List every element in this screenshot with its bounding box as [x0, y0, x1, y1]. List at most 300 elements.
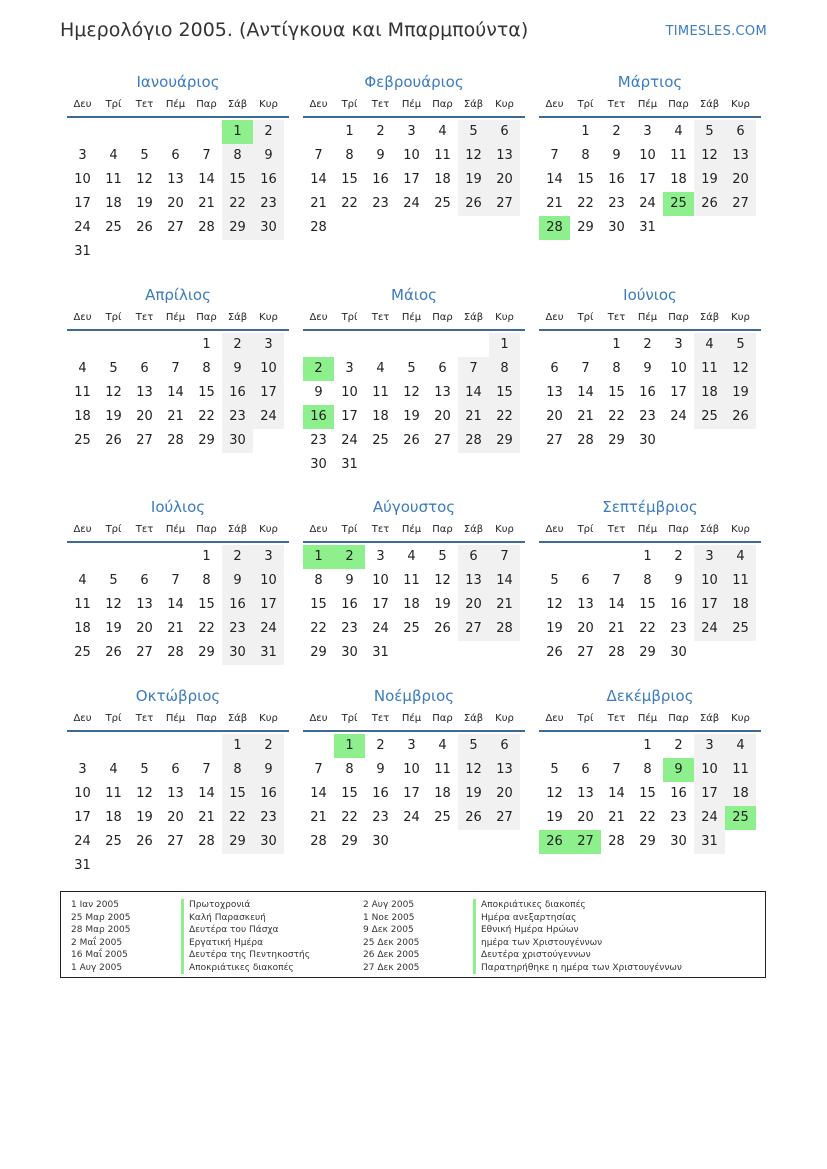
holiday-marker — [181, 937, 184, 950]
day-cell: 8 — [202, 361, 211, 376]
weekend-day: 24 — [253, 405, 284, 429]
empty-cell — [539, 734, 570, 758]
weekday-label: Σάβ — [463, 312, 484, 323]
empty-cell — [489, 830, 520, 854]
day-cell: 15 — [577, 172, 594, 187]
legend-holiday-name: Δευτέρα της Πεντηκοστής — [189, 950, 310, 960]
day-cell: 23 — [372, 196, 389, 211]
empty-cell — [253, 240, 284, 264]
day-cell: 16 — [639, 385, 656, 400]
day-cell: 10 — [670, 361, 687, 376]
day-cell: 10 — [403, 762, 420, 777]
empty-cell — [303, 333, 334, 357]
empty-cell — [458, 333, 489, 357]
day-cell: 5 — [438, 549, 447, 564]
empty-cell — [365, 333, 396, 357]
month-name: Αύγουστος — [372, 498, 456, 516]
weekend-day: 28 — [458, 429, 489, 453]
day-cell: 14 — [608, 786, 625, 801]
empty-cell — [334, 216, 365, 240]
weekend-day: 9 — [253, 758, 284, 782]
day-cell: 11 — [74, 385, 91, 400]
day-cell: 12 — [105, 385, 122, 400]
weekday-label: Τρί — [105, 713, 122, 724]
day-cell: 21 — [577, 409, 594, 424]
empty-cell — [539, 120, 570, 144]
week-row — [303, 782, 525, 806]
week-row — [67, 617, 289, 641]
legend-column — [363, 899, 682, 974]
day-cell: 12 — [403, 385, 420, 400]
holiday-day: 1 — [334, 734, 365, 758]
weekend-day: 3 — [253, 545, 284, 569]
empty-cell — [725, 641, 756, 665]
weekday-label: Κυρ — [731, 713, 750, 724]
legend-holiday-name: Ημέρα ανεξαρτησίας — [481, 912, 577, 923]
weekend-day: 17 — [253, 381, 284, 405]
weekday-label: Πέμ — [401, 312, 422, 323]
weekend-day: 17 — [253, 593, 284, 617]
week-row — [67, 429, 289, 453]
day-cell: 19 — [546, 810, 563, 825]
brand-link[interactable]: TIMESLES.COM — [665, 24, 767, 39]
week-row — [539, 758, 761, 782]
weekend-day: 24 — [694, 806, 725, 830]
weekday-label: Πέμ — [165, 99, 186, 110]
day-cell: 11 — [434, 148, 451, 163]
day-cell: 19 — [403, 409, 420, 424]
legend-row — [71, 937, 310, 950]
weekend-day: 18 — [694, 381, 725, 405]
day-cell: 14 — [608, 597, 625, 612]
month-block — [67, 70, 289, 264]
weekend-day: 23 — [222, 405, 253, 429]
weekday-label: Τετ — [371, 713, 390, 724]
day-cell: 23 — [310, 433, 327, 448]
day-cell: 24 — [403, 810, 420, 825]
weekend-day: 30 — [222, 641, 253, 665]
empty-cell — [489, 216, 520, 240]
weekday-label: Πέμ — [637, 99, 658, 110]
day-cell: 9 — [376, 148, 385, 163]
weekday-label: Τρί — [577, 713, 594, 724]
legend-column — [71, 899, 310, 974]
weekend-day: 15 — [222, 168, 253, 192]
day-cell: 13 — [136, 597, 153, 612]
day-cell: 23 — [670, 810, 687, 825]
day-cell: 20 — [136, 409, 153, 424]
weekday-label: Παρ — [196, 99, 217, 110]
weekday-header — [539, 307, 761, 331]
weekday-label: Τρί — [341, 99, 358, 110]
holiday-day: 16 — [303, 405, 334, 429]
holiday-day: 25 — [725, 806, 756, 830]
day-cell: 11 — [105, 172, 122, 187]
weekday-label: Τρί — [577, 312, 594, 323]
week-row — [539, 830, 761, 854]
day-cell: 1 — [612, 337, 621, 352]
week-row — [303, 545, 525, 569]
weekend-day: 17 — [694, 593, 725, 617]
empty-cell — [129, 333, 160, 357]
empty-cell — [396, 216, 427, 240]
legend-holiday-name: Καλή Παρασκευή — [189, 912, 266, 923]
weekday-label: Δευ — [545, 524, 564, 535]
day-cell: 1 — [202, 337, 211, 352]
day-cell: 5 — [109, 573, 118, 588]
day-cell: 11 — [74, 597, 91, 612]
day-cell: 4 — [438, 124, 447, 139]
weekend-day: 24 — [253, 617, 284, 641]
weekday-label: Σάβ — [699, 713, 720, 724]
day-cell: 12 — [136, 786, 153, 801]
day-cell: 9 — [643, 361, 652, 376]
empty-cell — [458, 453, 489, 477]
day-cell: 29 — [198, 645, 215, 660]
day-cell: 21 — [546, 196, 563, 211]
weekend-day: 27 — [489, 806, 520, 830]
day-cell: 13 — [167, 172, 184, 187]
weekend-day: 19 — [458, 168, 489, 192]
week-row — [539, 429, 761, 453]
weekday-label: Παρ — [432, 312, 453, 323]
day-cell: 25 — [74, 433, 91, 448]
day-cell: 23 — [639, 409, 656, 424]
week-row — [303, 830, 525, 854]
week-row — [539, 545, 761, 569]
day-cell: 14 — [310, 172, 327, 187]
legend-date: 1 Αυγ 2005 — [71, 962, 123, 973]
day-cell: 4 — [78, 361, 87, 376]
week-row — [539, 216, 761, 240]
weekend-day: 11 — [725, 569, 756, 593]
weekend-day: 15 — [489, 381, 520, 405]
day-cell: 20 — [577, 621, 594, 636]
empty-cell — [67, 333, 98, 357]
day-cell: 11 — [670, 148, 687, 163]
day-cell: 25 — [372, 433, 389, 448]
month-block — [303, 283, 525, 477]
day-cell: 9 — [314, 385, 323, 400]
day-cell: 18 — [105, 810, 122, 825]
weekend-day: 10 — [253, 569, 284, 593]
day-cell: 8 — [643, 762, 652, 777]
day-cell: 7 — [612, 762, 621, 777]
empty-cell — [222, 240, 253, 264]
weekend-day: 6 — [458, 545, 489, 569]
day-cell: 21 — [167, 621, 184, 636]
weekday-label: Σάβ — [699, 312, 720, 323]
empty-cell — [365, 216, 396, 240]
holiday-day: 1 — [222, 120, 253, 144]
week-row — [303, 333, 525, 357]
weekday-header — [539, 708, 761, 732]
day-cell: 4 — [438, 738, 447, 753]
day-cell: 29 — [639, 645, 656, 660]
weekday-label: Τετ — [607, 99, 626, 110]
day-cell: 22 — [639, 621, 656, 636]
empty-cell — [427, 216, 458, 240]
empty-cell — [334, 333, 365, 357]
day-cell: 27 — [136, 645, 153, 660]
empty-cell — [694, 216, 725, 240]
week-row — [539, 357, 761, 381]
weekend-day: 6 — [489, 120, 520, 144]
week-row — [539, 381, 761, 405]
weekday-label: Δευ — [73, 713, 92, 724]
week-row — [67, 569, 289, 593]
day-cell: 22 — [310, 621, 327, 636]
weekday-label: Σάβ — [699, 99, 720, 110]
day-cell: 28 — [608, 834, 625, 849]
weekend-day: 26 — [725, 405, 756, 429]
day-cell: 11 — [372, 385, 389, 400]
weekend-day: 30 — [253, 830, 284, 854]
week-row — [539, 641, 761, 665]
day-cell: 30 — [341, 645, 358, 660]
weekend-day: 2 — [222, 545, 253, 569]
day-cell: 11 — [403, 573, 420, 588]
day-cell: 21 — [608, 810, 625, 825]
day-cell: 26 — [546, 645, 563, 660]
weekday-label: Δευ — [309, 99, 328, 110]
empty-cell — [539, 545, 570, 569]
empty-cell — [458, 641, 489, 665]
weekend-day: 19 — [725, 381, 756, 405]
holiday-marker — [473, 899, 476, 912]
weekend-day: 18 — [725, 593, 756, 617]
week-row — [67, 641, 289, 665]
day-cell: 15 — [341, 172, 358, 187]
day-cell: 25 — [403, 621, 420, 636]
day-cell: 19 — [105, 409, 122, 424]
day-cell: 7 — [171, 573, 180, 588]
day-cell: 26 — [136, 220, 153, 235]
day-cell: 23 — [670, 621, 687, 636]
day-cell: 24 — [372, 621, 389, 636]
holiday-marker — [473, 962, 476, 975]
weekday-label: Πέμ — [165, 524, 186, 535]
empty-cell — [427, 453, 458, 477]
weekday-label: Κυρ — [731, 524, 750, 535]
month-name: Σεπτέμβριος — [602, 498, 698, 516]
week-row — [67, 144, 289, 168]
empty-cell — [160, 545, 191, 569]
day-cell: 4 — [78, 573, 87, 588]
weekday-label: Τρί — [105, 524, 122, 535]
week-row — [539, 120, 761, 144]
weekend-day: 13 — [489, 144, 520, 168]
weekend-day: 13 — [725, 144, 756, 168]
day-cell: 28 — [198, 834, 215, 849]
day-cell: 26 — [105, 433, 122, 448]
weekend-day: 21 — [458, 405, 489, 429]
day-cell: 6 — [581, 762, 590, 777]
empty-cell — [67, 734, 98, 758]
weekday-label: Τετ — [135, 524, 154, 535]
weekday-header — [539, 519, 761, 543]
day-cell: 31 — [74, 244, 91, 259]
day-cell: 20 — [577, 810, 594, 825]
weekend-day: 20 — [458, 593, 489, 617]
weekday-label: Σάβ — [227, 312, 248, 323]
weekend-day: 25 — [725, 617, 756, 641]
legend-date: 1 Νοε 2005 — [363, 912, 415, 923]
day-cell: 24 — [74, 220, 91, 235]
day-cell: 25 — [105, 834, 122, 849]
day-cell: 10 — [341, 385, 358, 400]
week-row — [539, 333, 761, 357]
week-row — [303, 758, 525, 782]
weekday-header — [303, 307, 525, 331]
weekend-day: 23 — [222, 617, 253, 641]
week-row — [539, 593, 761, 617]
weekday-label: Πέμ — [165, 713, 186, 724]
weekday-label: Τετ — [135, 99, 154, 110]
empty-cell — [191, 120, 222, 144]
day-cell: 22 — [341, 810, 358, 825]
day-cell: 15 — [639, 786, 656, 801]
week-row — [67, 782, 289, 806]
day-cell: 4 — [407, 549, 416, 564]
weekday-header — [67, 519, 289, 543]
day-cell: 28 — [577, 433, 594, 448]
day-cell: 13 — [136, 385, 153, 400]
weekday-label: Παρ — [196, 524, 217, 535]
week-row — [539, 617, 761, 641]
week-row — [303, 617, 525, 641]
day-cell: 28 — [167, 645, 184, 660]
holiday-legend — [60, 891, 766, 978]
day-cell: 18 — [670, 172, 687, 187]
day-cell: 9 — [345, 573, 354, 588]
weekend-day: 9 — [222, 357, 253, 381]
day-cell: 14 — [167, 385, 184, 400]
day-cell: 29 — [198, 433, 215, 448]
day-cell: 21 — [310, 196, 327, 211]
day-cell: 3 — [345, 361, 354, 376]
day-cell: 19 — [136, 196, 153, 211]
month-block — [303, 495, 525, 665]
day-cell: 10 — [74, 172, 91, 187]
empty-cell — [396, 641, 427, 665]
empty-cell — [129, 240, 160, 264]
weekday-label: Τρί — [577, 99, 594, 110]
month-name: Απρίλιος — [145, 286, 211, 304]
empty-cell — [160, 240, 191, 264]
day-cell: 4 — [109, 148, 118, 163]
month-block — [539, 70, 761, 240]
weekend-day: 7 — [489, 545, 520, 569]
month-block — [303, 684, 525, 854]
day-cell: 6 — [438, 361, 447, 376]
weekday-label: Δευ — [309, 713, 328, 724]
legend-holiday-name: ημέρα των Χριστουγέννων — [481, 937, 603, 948]
month-name: Μάιος — [391, 286, 437, 304]
weekday-label: Παρ — [668, 524, 689, 535]
empty-cell — [303, 734, 334, 758]
week-row — [67, 806, 289, 830]
empty-cell — [570, 545, 601, 569]
day-cell: 21 — [198, 196, 215, 211]
weekend-day: 9 — [222, 569, 253, 593]
weekend-day: 18 — [725, 782, 756, 806]
weekend-day: 19 — [458, 782, 489, 806]
legend-row — [363, 962, 682, 975]
day-cell: 26 — [136, 834, 153, 849]
day-cell: 20 — [167, 810, 184, 825]
day-cell: 29 — [577, 220, 594, 235]
weekday-label: Πέμ — [637, 312, 658, 323]
day-cell: 14 — [198, 172, 215, 187]
day-cell: 13 — [577, 786, 594, 801]
empty-cell — [160, 854, 191, 878]
empty-cell — [129, 734, 160, 758]
week-row — [67, 545, 289, 569]
empty-cell — [396, 453, 427, 477]
day-cell: 22 — [198, 621, 215, 636]
weekend-day: 13 — [458, 569, 489, 593]
day-cell: 28 — [608, 645, 625, 660]
weekday-label: Δευ — [545, 99, 564, 110]
day-cell: 7 — [171, 361, 180, 376]
holiday-marker — [181, 949, 184, 962]
weekend-day: 31 — [253, 641, 284, 665]
day-cell: 27 — [577, 645, 594, 660]
weekday-label: Τετ — [607, 524, 626, 535]
legend-date: 9 Δεκ 2005 — [363, 925, 414, 935]
weekday-label: Πέμ — [637, 524, 658, 535]
legend-row — [363, 912, 682, 925]
day-cell: 15 — [608, 385, 625, 400]
weekend-day: 20 — [489, 782, 520, 806]
day-cell: 18 — [105, 196, 122, 211]
weekend-day: 31 — [694, 830, 725, 854]
legend-date: 27 Δεκ 2005 — [363, 962, 420, 973]
weekend-day: 2 — [253, 120, 284, 144]
day-cell: 14 — [546, 172, 563, 187]
day-cell: 18 — [74, 409, 91, 424]
weekday-label: Τετ — [135, 713, 154, 724]
empty-cell — [98, 545, 129, 569]
weekend-day: 27 — [489, 192, 520, 216]
day-cell: 2 — [376, 124, 385, 139]
day-cell: 30 — [670, 645, 687, 660]
week-row — [539, 405, 761, 429]
legend-row — [71, 899, 310, 912]
holiday-day: 27 — [570, 830, 601, 854]
day-cell: 16 — [670, 786, 687, 801]
weekend-day: 16 — [222, 381, 253, 405]
day-cell: 4 — [376, 361, 385, 376]
day-cell: 19 — [136, 810, 153, 825]
weekday-label: Πέμ — [637, 713, 658, 724]
day-cell: 24 — [403, 196, 420, 211]
legend-holiday-name: Εργατική Ημέρα — [189, 937, 263, 948]
day-cell: 25 — [105, 220, 122, 235]
month-block — [539, 495, 761, 665]
weekday-label: Τρί — [341, 312, 358, 323]
weekend-day: 9 — [253, 144, 284, 168]
weekday-header — [67, 307, 289, 331]
legend-date: 2 Αυγ 2005 — [363, 900, 415, 910]
holiday-marker — [473, 949, 476, 962]
weekend-day: 12 — [725, 357, 756, 381]
weekday-label: Παρ — [432, 524, 453, 535]
week-row — [303, 569, 525, 593]
day-cell: 14 — [198, 786, 215, 801]
week-row — [67, 240, 289, 264]
